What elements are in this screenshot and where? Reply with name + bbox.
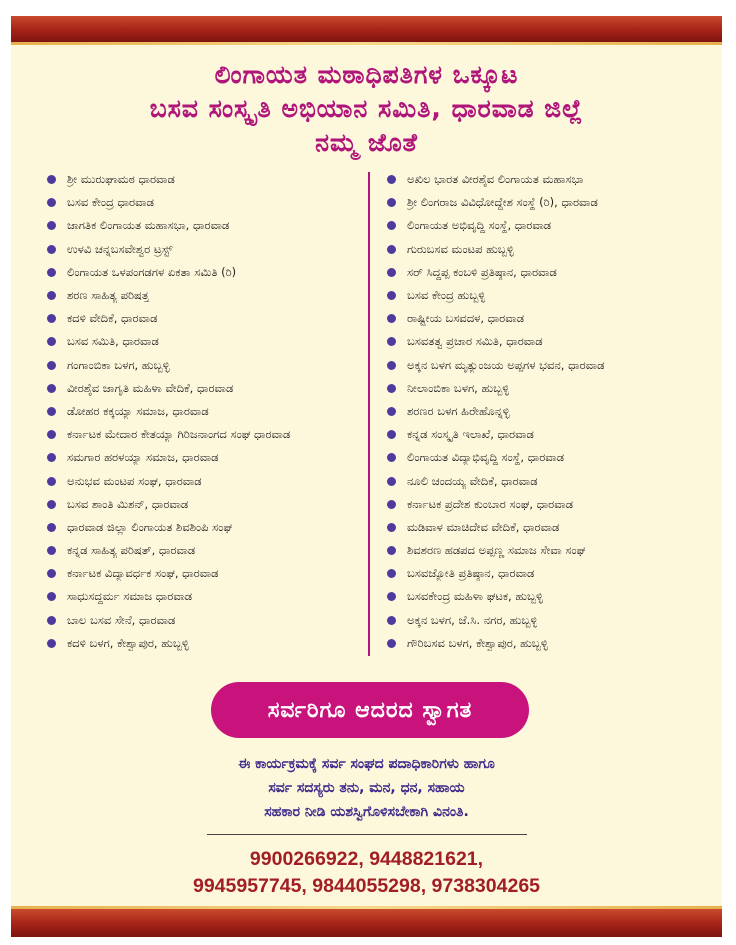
organization-list-item bbox=[47, 469, 377, 492]
organization-name: ಬಾಲ ಬಸವ ಸೇನೆ, ಧಾರವಾಡ bbox=[67, 612, 176, 627]
organization-name: ಗಂಗಾಂಬಿಕಾ ಬಳಗ, ಹುಬ್ಬಳ್ಳಿ bbox=[67, 357, 170, 372]
organization-name: ಶ್ರೀ ಲಿಂಗರಾಜ ವಿವಿಧೋದ್ದೇಶ ಸಂಸ್ಥೆ (ರಿ), ಧಾರವಾಡ bbox=[407, 195, 598, 210]
bullet-icon bbox=[387, 291, 396, 300]
bullet-icon bbox=[387, 569, 396, 578]
title-line-2: ಬಸವ ಸಂಸ್ಕೃತಿ ಅಭಿಯಾನ ಸಮಿತಿ, ಧಾರವಾಡ ಜಿಲ್ಲೆ bbox=[149, 94, 584, 123]
organization-name: ಕದಳಿ ವೇದಿಕೆ, ಧಾರವಾಡ bbox=[67, 311, 158, 326]
organization-list-item bbox=[387, 238, 717, 261]
organization-name: ಅಕ್ಕನ ಬಳಗ ಮೃತ್ಯುಂಜಯ ಅಪ್ಪಗಳ ಭವನ, ಧಾರವಾಡ bbox=[407, 357, 605, 372]
bullet-icon bbox=[387, 361, 396, 370]
bullet-icon bbox=[387, 616, 396, 625]
organization-list-item bbox=[47, 238, 377, 261]
organization-name: ಶಿವಶರಣ ಹಡಪದ ಅಪ್ಪಣ್ಣ ಸಮಾಜ ಸೇವಾ ಸಂಘ bbox=[407, 543, 586, 558]
organization-name: ಅಕ್ಕನ ಬಳಗ, ಜೆ.ಸಿ. ನಗರ, ಹುಬ್ಬಳ್ಳಿ bbox=[407, 612, 538, 627]
organization-name: ಸಾಧುಸದ್ಧರ್ಮ ಸಮಾಜ ಧಾರವಾಡ bbox=[67, 589, 193, 604]
column-divider bbox=[368, 172, 370, 656]
organization-list-item bbox=[47, 446, 377, 469]
bullet-icon bbox=[47, 430, 56, 439]
organization-name: ಬಸವ ಕೇಂದ್ರ ಧಾರವಾಡ bbox=[67, 195, 154, 210]
organization-columns bbox=[11, 168, 722, 660]
organization-list-item bbox=[387, 377, 717, 400]
organization-list-item bbox=[387, 168, 717, 191]
organization-list-item bbox=[387, 562, 717, 585]
organization-list-item bbox=[387, 191, 717, 214]
organization-name: ಲಿಂಗಾಯತ ವಿದ್ಯಾಭಿವೃದ್ಧಿ ಸಂಸ್ಥೆ, ಧಾರವಾಡ bbox=[407, 450, 565, 465]
bullet-icon bbox=[47, 569, 56, 578]
organization-list-item bbox=[47, 261, 377, 284]
organization-list-item bbox=[387, 214, 717, 237]
organization-name: ಕನ್ನಡ ಸಂಸ್ಕೃತಿ ಇಲಾಖೆ, ಧಾರವಾಡ bbox=[407, 427, 534, 442]
organization-name: ಬಸವಕೇಂದ್ರ ಮಹಿಳಾ ಘಟಕ, ಹುಬ್ಬಳ್ಳಿ bbox=[407, 589, 544, 604]
organization-name: ಉಳವಿ ಚನ್ನಬಸವೇಶ್ವರ ಟ್ರಸ್ಟ್ bbox=[67, 241, 173, 256]
organization-name: ನೂಲಿ ಚಂದಯ್ಯ ವೇದಿಕೆ, ಧಾರವಾಡ bbox=[407, 473, 538, 488]
organization-name: ಅಖಿಲ ಭಾರತ ವೀರಶೈವ ಲಿಂಗಾಯತ ಮಹಾಸಭಾ bbox=[407, 172, 584, 187]
invitation-message bbox=[11, 752, 722, 824]
bottom-border-band bbox=[11, 909, 722, 937]
organization-list-item bbox=[47, 214, 377, 237]
bullet-icon bbox=[387, 592, 396, 601]
bullet-icon bbox=[47, 337, 56, 346]
organization-list-item bbox=[387, 423, 717, 446]
bullet-icon bbox=[387, 198, 396, 207]
title-line-1: ಲಿಂಗಾಯತ ಮಠಾಧಿಪತಿಗಳ ಒಕ್ಕೂಟ bbox=[214, 60, 519, 89]
organization-list-item bbox=[387, 330, 717, 353]
welcome-banner bbox=[211, 682, 529, 738]
left-organization-list bbox=[47, 168, 377, 655]
organization-list-item bbox=[47, 377, 377, 400]
organization-list-item bbox=[47, 562, 377, 585]
poster bbox=[11, 16, 722, 937]
bullet-icon bbox=[47, 361, 56, 370]
organization-list-item bbox=[47, 632, 377, 655]
welcome-text: ಸರ್ವರಿಗೂ ಆದರದ ಸ್ವಾಗತ bbox=[267, 697, 473, 723]
bullet-icon bbox=[387, 245, 396, 254]
organization-name: ಧಾರವಾಡ ಜಿಲ್ಲಾ ಲಿಂಗಾಯತ ಶಿವಶಿಂಪಿ ಸಂಘ bbox=[67, 519, 232, 534]
organization-name: ಮಡಿವಾಳ ಮಾಚಿದೇವ ವೇದಿಕೆ, ಧಾರವಾಡ bbox=[407, 519, 560, 534]
organization-list-item bbox=[387, 284, 717, 307]
bullet-icon bbox=[47, 314, 56, 323]
organization-name: ಗೌರಿಬಸವ ಬಳಗ, ಕೇಶ್ವಾಪುರ, ಹುಬ್ಬಳ್ಳಿ bbox=[407, 635, 548, 650]
organization-name: ಡೋಹರ ಕಕ್ಕಯ್ಯಾ ಸಮಾಜ, ಧಾರವಾಡ bbox=[67, 403, 209, 418]
organization-name: ಬಸವ ಸಮಿತಿ, ಧಾರವಾಡ bbox=[67, 334, 159, 349]
bullet-icon bbox=[387, 384, 396, 393]
organization-list-item bbox=[387, 261, 717, 284]
bullet-icon bbox=[387, 523, 396, 532]
bullet-icon bbox=[387, 500, 396, 509]
organization-list-item bbox=[47, 354, 377, 377]
right-organization-list bbox=[387, 168, 717, 655]
bullet-icon bbox=[387, 221, 396, 230]
organization-list-item bbox=[47, 423, 377, 446]
organization-name: ರಾಷ್ಟ್ರೀಯ ಬಸವದಳ, ಧಾರವಾಡ bbox=[407, 311, 525, 326]
organization-list-item bbox=[47, 330, 377, 353]
bullet-icon bbox=[47, 639, 56, 648]
organization-name: ಸರ್ ಸಿದ್ಧಪ್ಪ ಕಂಬಳಿ ಪ್ರತಿಷ್ಠಾನ, ಧಾರವಾಡ bbox=[407, 264, 557, 279]
bullet-icon bbox=[387, 268, 396, 277]
organization-name: ಕನ್ನಡ ಸಾಹಿತ್ಯ ಪರಿಷತ್, ಧಾರವಾಡ bbox=[67, 543, 196, 558]
organization-list-item bbox=[387, 307, 717, 330]
bullet-icon bbox=[47, 198, 56, 207]
bullet-icon bbox=[47, 453, 56, 462]
message-line-1: ಈ ಕಾರ್ಯಕ್ರಮಕ್ಕೆ ಸರ್ವ ಸಂಘದ ಪದಾಧಿಕಾರಿಗಳು ಹಾಗೂ bbox=[238, 756, 495, 772]
organization-list-item bbox=[387, 632, 717, 655]
organization-list-item bbox=[387, 585, 717, 608]
top-border-band bbox=[11, 16, 722, 42]
bullet-icon bbox=[387, 314, 396, 323]
message-line-2: ಸರ್ವ ಸದಸ್ಯರು ತನು, ಮನ, ಧನ, ಸಹಾಯ bbox=[268, 780, 465, 796]
organization-name: ಬಸವ ಶಾಂತಿ ಮಿಶನ್, ಧಾರವಾಡ bbox=[67, 496, 189, 511]
organization-list-item bbox=[47, 493, 377, 516]
bullet-icon bbox=[47, 268, 56, 277]
bullet-icon bbox=[47, 477, 56, 486]
organization-name: ಜಾಗತಿಕ ಲಿಂಗಾಯತ ಮಹಾಸಭಾ, ಧಾರವಾಡ bbox=[67, 218, 230, 233]
organization-list-item bbox=[387, 400, 717, 423]
organization-name: ಲಿಂಗಾಯತ ಅಭಿವೃದ್ಧಿ ಸಂಸ್ಥೆ, ಧಾರವಾಡ bbox=[407, 218, 552, 233]
organization-name: ಶರಣ ಸಾಹಿತ್ಯ ಪರಿಷತ್ತ bbox=[67, 288, 149, 303]
bullet-icon bbox=[387, 639, 396, 648]
organization-name: ಕರ್ನಾಟಕ ಪ್ರದೇಶ ಕುಂಬಾರ ಸಂಘ, ಧಾರವಾಡ bbox=[407, 496, 574, 511]
organization-list-item bbox=[47, 400, 377, 423]
header-titles bbox=[11, 58, 722, 160]
organization-list-item bbox=[387, 469, 717, 492]
phone-line-2: 9945957745, 9844055298, 9738304265 bbox=[192, 875, 541, 897]
organization-name: ಅನುಭವ ಮಂಟಪ ಸಂಘ, ಧಾರವಾಡ bbox=[67, 473, 202, 488]
organization-name: ಬಸವತತ್ವ ಪ್ರಚಾರ ಸಮಿತಿ, ಧಾರವಾಡ bbox=[407, 334, 543, 349]
title-line-3: ನಮ್ಮ ಜೊತೆ bbox=[315, 128, 418, 157]
organization-list-item bbox=[387, 446, 717, 469]
contact-numbers bbox=[11, 846, 722, 900]
organization-list-item bbox=[47, 516, 377, 539]
bullet-icon bbox=[47, 616, 56, 625]
organization-list-item bbox=[387, 539, 717, 562]
organization-name: ಲಿಂಗಾಯತ ಒಳಪಂಗಡಗಳ ಏಕತಾ ಸಮಿತಿ (ರಿ) bbox=[67, 264, 237, 279]
organization-name: ವೀರಶೈವ ಜಾಗೃತಿ ಮಹಿಳಾ ವೇದಿಕೆ, ಧಾರವಾಡ bbox=[67, 380, 234, 395]
bullet-icon bbox=[47, 592, 56, 601]
bullet-icon bbox=[47, 175, 56, 184]
organization-name: ಗುರುಬಸವ ಮಂಟಪ ಹುಬ್ಬಳ್ಳಿ bbox=[407, 241, 514, 256]
organization-name: ಕರ್ನಾಟಕ ವಿದ್ಯಾವರ್ಧಕ ಸಂಘ, ಧಾರವಾಡ bbox=[67, 566, 219, 581]
organization-name: ಶರಣರ ಬಳಗ ಹಿರೇಹೊನ್ನಳ್ಳಿ bbox=[407, 403, 510, 418]
organization-list-item bbox=[387, 609, 717, 632]
organization-list-item bbox=[47, 284, 377, 307]
organization-name: ಶ್ರೀ ಮುರುಘಾಮಠ ಧಾರವಾಡ bbox=[67, 172, 175, 187]
organization-list-item bbox=[47, 585, 377, 608]
organization-name: ನೀಲಾಂಬಿಕಾ ಬಳಗ, ಹುಬ್ಬಳ್ಳಿ bbox=[407, 380, 510, 395]
bullet-icon bbox=[47, 546, 56, 555]
organization-list-item bbox=[387, 516, 717, 539]
bullet-icon bbox=[387, 453, 396, 462]
bullet-icon bbox=[47, 245, 56, 254]
bullet-icon bbox=[47, 523, 56, 532]
bullet-icon bbox=[387, 430, 396, 439]
separator-line bbox=[207, 834, 527, 835]
organization-list-item bbox=[47, 307, 377, 330]
bullet-icon bbox=[387, 175, 396, 184]
bullet-icon bbox=[47, 221, 56, 230]
message-line-3: ಸಹಕಾರ ನೀಡಿ ಯಶಸ್ವಿಗೊಳಿಸಬೇಕಾಗಿ ವಿನಂತಿ. bbox=[264, 804, 469, 820]
organization-list-item bbox=[47, 168, 377, 191]
organization-name: ಸಮಗಾರ ಹರಳಯ್ಯಾ ಸಮಾಜ, ಧಾರವಾಡ bbox=[67, 450, 219, 465]
bullet-icon bbox=[47, 500, 56, 509]
bullet-icon bbox=[47, 407, 56, 416]
organization-list-item bbox=[47, 191, 377, 214]
organization-list-item bbox=[47, 609, 377, 632]
bullet-icon bbox=[387, 407, 396, 416]
organization-list-item bbox=[47, 539, 377, 562]
phone-line-1: 9900266922, 9448821621, bbox=[249, 848, 484, 870]
organization-name: ಬಸವ ಕೇಂದ್ರ ಹುಬ್ಬಳ್ಳಿ bbox=[407, 288, 486, 303]
organization-list-item bbox=[387, 354, 717, 377]
organization-list-item bbox=[387, 493, 717, 516]
bullet-icon bbox=[387, 546, 396, 555]
organization-name: ಕರ್ನಾಟಕ ಮೇದಾರ ಕೇತಯ್ಯಾ ಗಿರಿಜನಾಂಗದ ಸಂಘ ಧಾರವಾಡ bbox=[67, 427, 291, 442]
organization-name: ಬಸವಜ್ಯೋತಿ ಪ್ರತಿಷ್ಠಾನ, ಧಾರವಾಡ bbox=[407, 566, 535, 581]
bullet-icon bbox=[387, 337, 396, 346]
bullet-icon bbox=[47, 291, 56, 300]
bullet-icon bbox=[47, 384, 56, 393]
bullet-icon bbox=[387, 477, 396, 486]
organization-name: ಕದಳಿ ಬಳಗ, ಕೇಶ್ವಾಪುರ, ಹುಬ್ಬಳ್ಳಿ bbox=[67, 635, 189, 650]
